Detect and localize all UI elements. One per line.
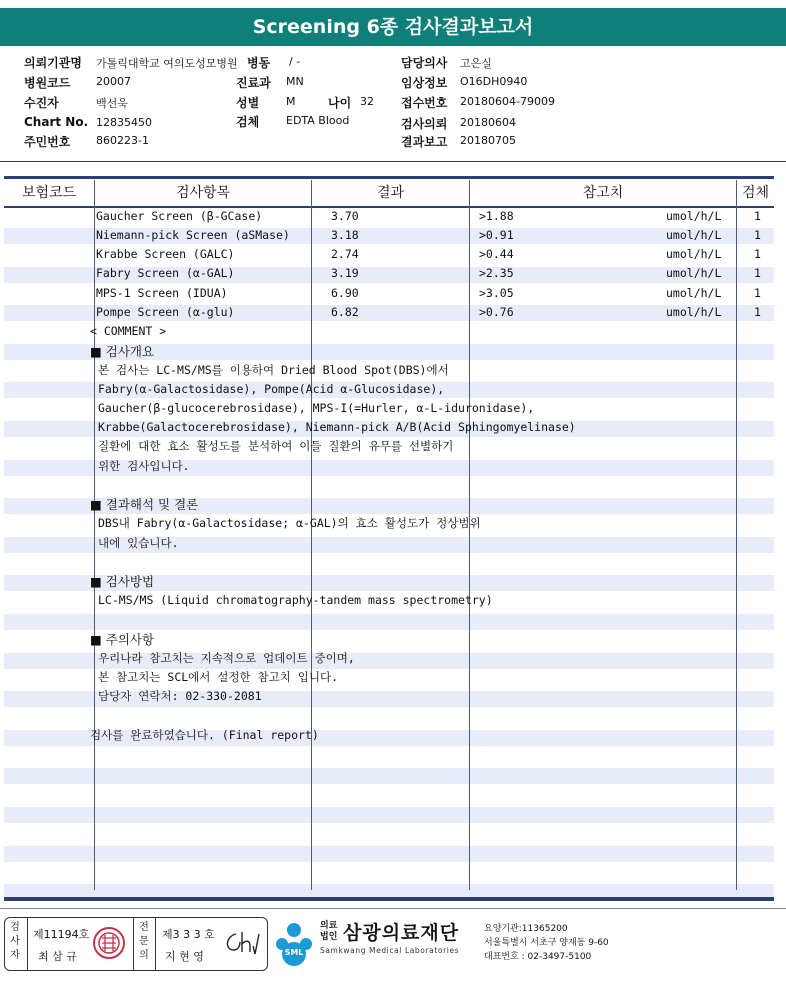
specialist-name: 지 현 영 [165,950,204,963]
header-result: 결과 [376,185,405,201]
info-value: MN [286,75,304,88]
row-specimen: 1 [754,286,761,300]
org-line: 대표번호 : 02-3497-5100 [484,952,592,962]
info-label: 병원코드 [24,76,71,90]
info-label: 검체 [236,115,260,129]
row-test-item: Niemann-pick Screen (aSMase) [96,228,290,242]
info-value: 고은실 [460,57,492,70]
info-label: 결과보고 [401,135,448,149]
comment-line: 내에 있습니다. [98,536,179,550]
row-test-item: Krabbe Screen (GALC) [96,247,235,261]
info-label: Chart No. [24,115,89,129]
row-unit: umol/h/L [666,209,722,223]
row-reference: >3.05 [479,286,514,300]
row-result: 6.82 [331,305,359,319]
final-report-note: 검사를 완료하였습니다. (Final report) [90,728,319,742]
table-bottom-rule [4,897,774,901]
box-divider [155,918,156,970]
info-label: 주민번호 [24,135,71,149]
info-value: 20007 [96,75,131,88]
row-reference: >2.35 [479,266,514,280]
info-label: 접수번호 [401,96,448,110]
org-english-name: Samkwang Medical Laboratories [320,946,460,955]
row-stripe [4,768,774,784]
info-label: 담당의사 [401,56,448,70]
header-insurance-code: 보험코드 [21,185,77,201]
row-unit: umol/h/L [666,266,722,280]
box-divider [133,918,134,970]
row-test-item: Gaucher Screen (β-GCase) [96,209,263,223]
info-value: M [286,95,296,108]
row-stripe [4,807,774,823]
column-divider [469,180,470,890]
org-line: 요양기관:11365200 [484,924,568,934]
info-value: 20180705 [460,134,516,147]
comment-line: Gaucher(β-glucocerebrosidase), MPS-I(=Hurler, α-L-iduronidase), [98,401,535,415]
row-result: 3.18 [331,228,359,242]
org-name: 삼광의료재단 [343,922,460,944]
report-title: Screening 6종 검사결과보고서 [252,16,534,38]
comment-line: LC-MS/MS (Liquid chromatography-tandem mass spectrometry) [98,593,493,607]
section-title: ■ 검사방법 [90,574,155,589]
specialist-label: 전문의 [139,922,149,961]
info-label: 임상정보 [401,76,448,90]
row-specimen: 1 [754,228,761,242]
info-value: 860223-1 [96,134,149,147]
comment-line: 담당자 연락처: 02-330-2081 [98,689,262,703]
org-prefix: 의료법인 [320,921,338,942]
org-line: 서울특별시 서초구 양재동 9-60 [484,938,609,948]
row-unit: umol/h/L [666,286,722,300]
row-result: 6.90 [331,286,359,300]
inspector-name: 최 삼 규 [38,950,77,963]
row-reference: >0.76 [479,305,514,319]
inspector-license-no: 제11194호 [33,928,90,941]
info-label: 수진자 [24,96,59,110]
row-reference: >0.44 [479,247,514,261]
sml-badge: SML [284,948,304,957]
row-test-item: Fabry Screen (α-GAL) [96,266,235,280]
comment-line: 위한 검사입니다. [98,459,190,473]
info-label: 의뢰기관명 [24,56,82,70]
comment-line: 우리나라 참고치는 지속적으로 업데이트 중이며, [98,651,355,665]
sml-logo-icon [272,918,318,968]
row-unit: umol/h/L [666,305,722,319]
comment-header: < COMMENT > [90,324,167,338]
info-value: EDTA Blood [286,114,350,127]
info-value: 백선욱 [96,97,128,110]
row-specimen: 1 [754,209,761,223]
row-specimen: 1 [754,266,761,280]
age-label: 나이 [328,96,352,110]
footer-divider [0,908,786,909]
row-result: 2.74 [331,247,359,261]
info-label: 성별 [236,96,260,110]
info-value: O16DH0940 [460,75,528,88]
column-divider [311,180,312,890]
section-title: ■ 결과해석 및 결론 [90,497,199,512]
column-divider [736,180,737,890]
row-test-item: Pompe Screen (α-glu) [96,305,235,319]
comment-line: 본 참고치는 SCL에서 설정한 참고치 입니다. [98,670,339,684]
header-specimen: 검체 [741,185,770,201]
divider [0,161,786,162]
column-divider [94,180,95,890]
row-unit: umol/h/L [666,228,722,242]
row-result: 3.70 [331,209,359,223]
comment-line: DBS내 Fabry(α-Galactosidase; α-GAL)의 효소 활성도가 정상범위 [98,516,481,530]
section-title: ■ 검사개요 [90,344,155,359]
header-reference: 참고치 [582,185,624,201]
age-value: 32 [360,95,374,108]
box-divider [27,918,28,970]
row-reference: >1.88 [479,209,514,223]
row-result: 3.19 [331,266,359,280]
comment-line: 질환에 대한 효소 활성도를 분석하여 이들 질환의 유무를 선별하기 [98,439,454,453]
section-title: ■ 주의사항 [90,632,155,647]
info-value: / - [289,55,301,68]
info-label: 병동 [247,56,271,70]
specialist-license-no: 제3 3 3 호 [162,928,215,941]
info-value: 12835450 [96,116,152,129]
seal-icon [92,926,126,960]
info-value: 20180604-79009 [460,95,555,108]
row-stripe [4,846,774,862]
row-test-item: MPS-1 Screen (IDUA) [96,286,228,300]
comment-line: 본 검사는 LC-MS/MS를 이용하여 Dried Blood Spot(DBS)에서 [98,363,449,377]
signature-icon [222,928,260,958]
info-label: 검사의뢰 [401,117,448,131]
row-specimen: 1 [754,247,761,261]
row-unit: umol/h/L [666,247,722,261]
comment-line: Krabbe(Galactocerebrosidase), Niemann-pick A/B(Acid Sphingomyelinase) [98,420,576,434]
info-value: 가톨릭대학교 여의도성모병원 [96,57,238,70]
info-label: 진료과 [236,76,271,90]
comment-line: Fabry(α-Galactosidase), Pompe(Acid α-Glucosidase), [98,382,445,396]
info-value: 20180604 [460,116,516,129]
row-specimen: 1 [754,305,761,319]
table-top-rule [4,176,774,179]
inspector-label: 검사자 [10,922,20,961]
row-stripe [4,614,774,630]
header-test-item: 검사항목 [175,185,231,201]
row-reference: >0.91 [479,228,514,242]
